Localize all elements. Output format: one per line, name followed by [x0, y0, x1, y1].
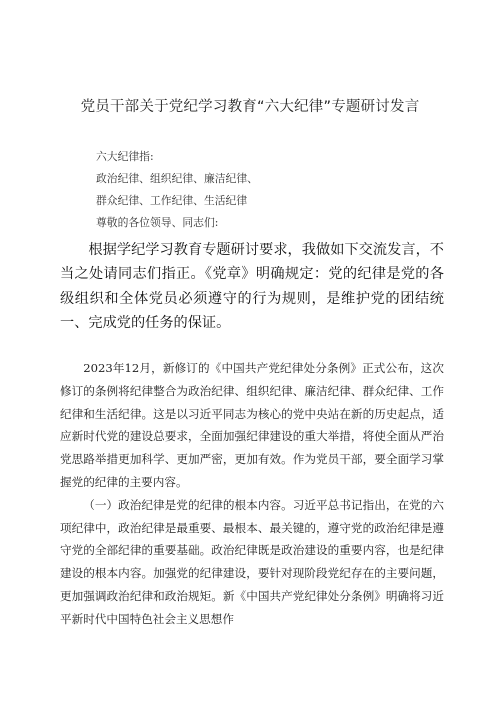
body-text: [60, 357, 444, 631]
intro-line-2: 群众纪律、工作纪律、生活纪律: [96, 194, 248, 207]
lead-paragraph-block: [60, 238, 444, 335]
lead-paragraph: 根据学纪学习教育专题研讨要求，我做如下交流发言，不当之处请同志们指正。《党章》明确规定：党的纪律是党的各级组织和全体党员必须遵守的行为规则，是维护党的团结统一、完成党的任务的保证。: [60, 242, 444, 331]
paragraph-1: 2023年12月，新修订的《中国共产党纪律处分条例》正式公布，这次修订的条例将纪律整合为政治纪律、组织纪律、廉洁纪律、群众纪律、工作纪律和生活纪律。这是以习近平同志为核心的党中央站在新的历史起点，适应新时代党的建设总要求，全面加强纪律建设的重大举措，将使全面从严治党思路举措更加科学、更加严密，更加有效。作为党员干部，要全面学习掌握党的纪律的主要内容。: [60, 361, 444, 489]
salutation: 尊敬的各位领导、同志们:: [96, 216, 219, 229]
document-title: 党员干部关于党纪学习教育“六大纪律”专题研讨发言: [80, 99, 420, 115]
intro-block: [96, 146, 436, 234]
paragraph-2: （一）政治纪律是党的纪律的根本内容。习近平总书记指出，在党的六项纪律中，政治纪律是最重要、最根本、最关键的，遵守党的政治纪律是遵守党的全部纪律的重要基础。政治纪律既是政治建设的重要内容，也是纪律建设的根本内容。加强党的纪律建设，要针对现阶段党纪存在的主要问题，更加强调政治纪律和政治规矩。新《中国共产党纪律处分条例》明确将习近平新时代中国特色社会主义思想作: [60, 497, 444, 626]
intro-heading: 六大纪律指:: [96, 150, 154, 163]
intro-line-1: 政治纪律、组织纪律、廉洁纪律、: [96, 172, 258, 185]
